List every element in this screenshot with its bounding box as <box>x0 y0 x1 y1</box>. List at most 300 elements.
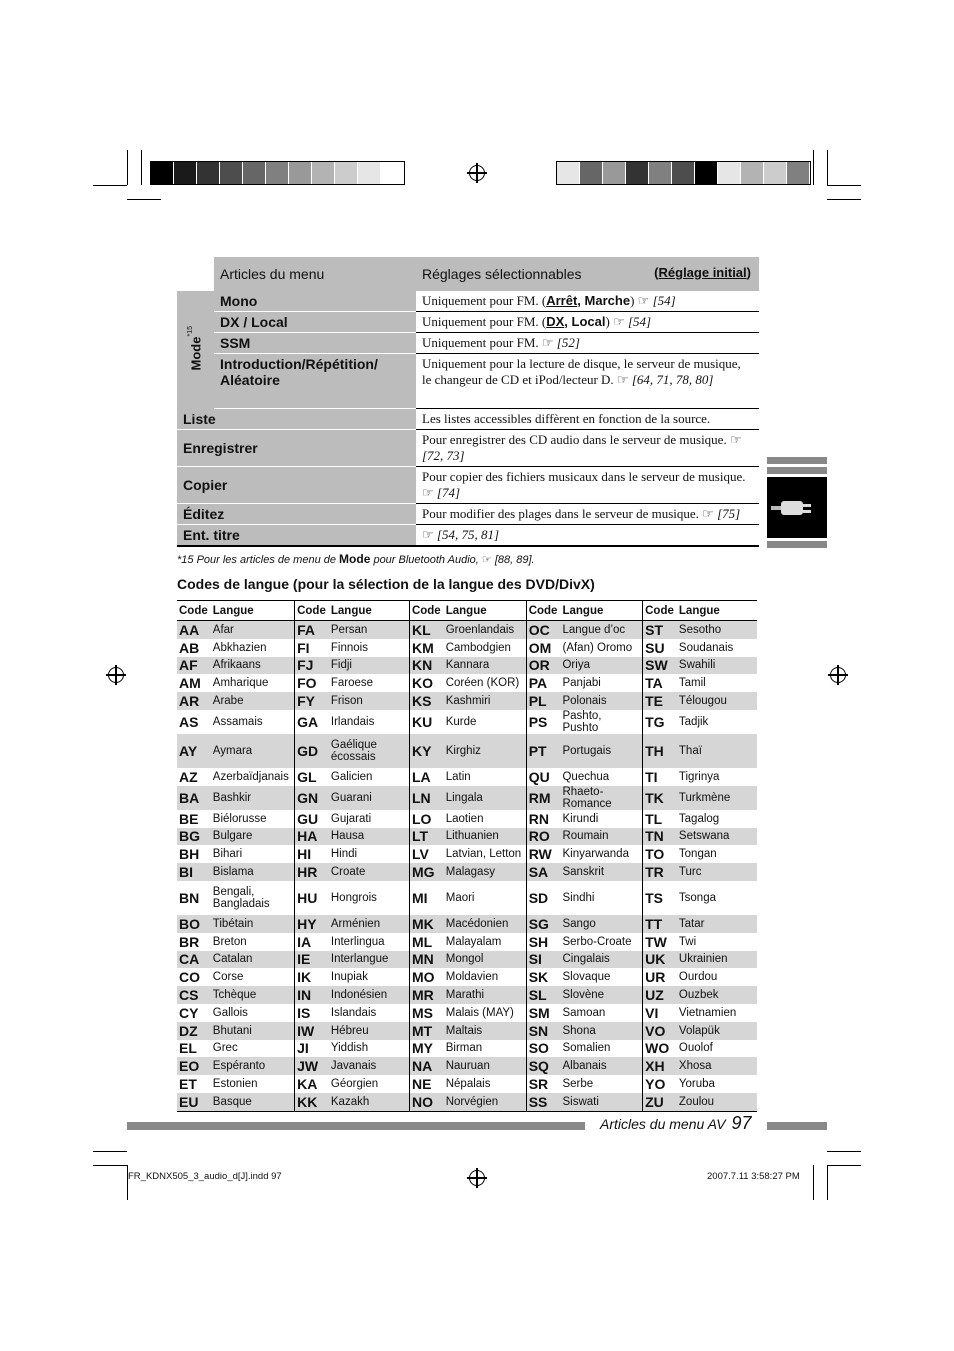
language-name: Kashmiri <box>444 692 526 710</box>
table-row <box>177 639 757 657</box>
language-name: Guarani <box>329 786 410 810</box>
language-code: AR <box>177 692 211 710</box>
language-code: KM <box>409 639 443 657</box>
language-code: UR <box>643 968 677 986</box>
language-name: Birman <box>444 1040 526 1058</box>
language-code: IK <box>295 968 329 986</box>
language-code: MS <box>409 1004 443 1022</box>
language-name: Sango <box>560 915 642 933</box>
language-name: Catalan <box>211 951 295 969</box>
col-lang: Langue <box>211 601 295 621</box>
language-name: Kirghiz <box>444 734 526 768</box>
mode-side-label: Mode$^{*15}$ <box>177 291 214 409</box>
language-name: Swahili <box>677 657 757 675</box>
language-name: Hébreu <box>329 1022 410 1040</box>
language-name: Bislama <box>211 863 295 881</box>
table-row <box>177 692 757 710</box>
language-code: DZ <box>177 1022 211 1040</box>
language-name: Ouolof <box>677 1040 757 1058</box>
crop-mark <box>127 199 161 200</box>
col-lang: Langue <box>560 601 642 621</box>
language-name: Géorgien <box>329 1075 410 1093</box>
language-code: BG <box>177 828 211 846</box>
language-code: KN <box>409 657 443 675</box>
language-code: VI <box>643 1004 677 1022</box>
language-code: RN <box>526 810 560 828</box>
language-code: YO <box>643 1075 677 1093</box>
language-code: PA <box>526 674 560 692</box>
language-code: NO <box>409 1093 443 1111</box>
language-name: Somalien <box>560 1040 642 1058</box>
language-code: HU <box>295 881 329 915</box>
language-name: Polonais <box>560 692 642 710</box>
language-name: Abkhazien <box>211 639 295 657</box>
language-code: PL <box>526 692 560 710</box>
plug-icon <box>767 477 827 538</box>
language-code: TH <box>643 734 677 768</box>
language-code: LV <box>409 845 443 863</box>
language-name: Shona <box>560 1022 642 1040</box>
language-name: Biélorusse <box>211 810 295 828</box>
language-code: HY <box>295 915 329 933</box>
menu-row-ent-titre: Ent. titre ☞ [54, 75, 81] <box>177 525 759 547</box>
language-name: Tamil <box>677 674 757 692</box>
menu-row-intro-repeat-random: Introduction/Répétition/ Aléatoire Uniquement pour la lecture de disque, le serveur de musique, le changeur de CD et iPod/lecteur D. ☞ [64, 71, 78, 80] <box>177 354 759 409</box>
language-code: AM <box>177 674 211 692</box>
language-code: SO <box>526 1040 560 1058</box>
language-name: Népalais <box>444 1075 526 1093</box>
language-name: Latvian, Letton <box>444 845 526 863</box>
language-code: EU <box>177 1093 211 1111</box>
language-name: Rhaeto-Romance <box>560 786 642 810</box>
language-name: Corse <box>211 968 295 986</box>
language-code: CS <box>177 986 211 1004</box>
language-name: Yiddish <box>329 1040 410 1058</box>
language-name: Gallois <box>211 1004 295 1022</box>
registration-mark <box>469 1170 485 1186</box>
language-code: MI <box>409 881 443 915</box>
language-code: BO <box>177 915 211 933</box>
language-code: IE <box>295 951 329 969</box>
language-name: Amharique <box>211 674 295 692</box>
header-reglages: Réglages sélectionnables (Réglage initial) <box>416 257 759 291</box>
table-row <box>177 674 757 692</box>
hand-icon: ☞ <box>702 506 714 521</box>
language-name: Serbo-Croate <box>560 933 642 951</box>
menu-row-ssm: SSM Uniquement pour FM. ☞ [52] <box>177 333 759 354</box>
language-name: (Afan) Oromo <box>560 639 642 657</box>
language-name: Persan <box>329 621 410 639</box>
language-code: SG <box>526 915 560 933</box>
language-table-header <box>177 601 757 621</box>
language-code: BH <box>177 845 211 863</box>
language-name: Arménien <box>329 915 410 933</box>
language-code: EO <box>177 1057 211 1075</box>
crop-mark <box>827 1151 861 1152</box>
language-code: PT <box>526 734 560 768</box>
menu-table-header <box>177 257 759 291</box>
crop-mark <box>93 1165 127 1166</box>
header-reglage-initial: (Réglage initial) <box>654 265 751 280</box>
table-row <box>177 657 757 675</box>
language-code: BE <box>177 810 211 828</box>
language-code: RW <box>526 845 560 863</box>
language-name: Kinyarwanda <box>560 845 642 863</box>
crop-mark <box>827 150 828 185</box>
table-row <box>177 1093 757 1111</box>
language-code: LO <box>409 810 443 828</box>
slug-date: 2007.7.11 3:58:27 PM <box>707 1171 800 1182</box>
col-lang: Langue <box>677 601 757 621</box>
language-name: Tagalog <box>677 810 757 828</box>
language-code: SR <box>526 1075 560 1093</box>
language-name: Roumain <box>560 828 642 846</box>
language-name: Hindi <box>329 845 410 863</box>
language-code: KU <box>409 710 443 734</box>
language-name: Serbe <box>560 1075 642 1093</box>
table-row <box>177 968 757 986</box>
language-code: XH <box>643 1057 677 1075</box>
language-code: KA <box>295 1075 329 1093</box>
language-name: Gujarati <box>329 810 410 828</box>
language-name: Gaélique écossais <box>329 734 410 768</box>
language-code: CY <box>177 1004 211 1022</box>
language-name: Slovène <box>560 986 642 1004</box>
language-codes-title: Codes de langue (pour la sélection de la langue des DVD/DivX) <box>177 576 595 592</box>
crop-mark <box>813 150 814 185</box>
language-name: Espéranto <box>211 1057 295 1075</box>
language-code: HI <box>295 845 329 863</box>
language-name: Thaï <box>677 734 757 768</box>
language-name: Assamais <box>211 710 295 734</box>
table-row <box>177 786 757 810</box>
language-name: Lingala <box>444 786 526 810</box>
registration-mark <box>469 165 485 181</box>
crop-mark <box>827 1165 828 1200</box>
crop-mark <box>127 150 128 185</box>
language-code: TO <box>643 845 677 863</box>
language-code: ST <box>643 621 677 639</box>
language-code: FY <box>295 692 329 710</box>
language-code: SL <box>526 986 560 1004</box>
language-name: Interlingua <box>329 933 410 951</box>
language-code: TI <box>643 768 677 786</box>
language-code: SS <box>526 1093 560 1111</box>
hand-icon: ☞ <box>422 527 434 542</box>
menu-row-mono: Mode$^{*15}$ Mono Uniquement pour FM. (Arrêt, Marche) ☞ [54] <box>177 291 759 312</box>
language-code: FJ <box>295 657 329 675</box>
language-name: Coréen (KOR) <box>444 674 526 692</box>
language-name: Marathi <box>444 986 526 1004</box>
language-name: Sanskrit <box>560 863 642 881</box>
language-code: KY <box>409 734 443 768</box>
crop-mark <box>827 185 861 186</box>
language-name: Cambodgien <box>444 639 526 657</box>
header-articles: Articles du menu <box>214 257 416 291</box>
language-name: Pashto, Pushto <box>560 710 642 734</box>
language-code: IN <box>295 986 329 1004</box>
menu-row-enregistrer: Enregistrer Pour enregistrer des CD audio dans le serveur de musique. ☞ [72, 73] <box>177 430 759 467</box>
language-name: Xhosa <box>677 1057 757 1075</box>
language-name: Afar <box>211 621 295 639</box>
language-code: HR <box>295 863 329 881</box>
table-row <box>177 1022 757 1040</box>
language-code: SA <box>526 863 560 881</box>
language-code: SI <box>526 951 560 969</box>
language-code: SH <box>526 933 560 951</box>
slug-file: FR_KDNX505_3_audio_d[J].indd 97 <box>128 1171 282 1182</box>
language-name: Quechua <box>560 768 642 786</box>
language-code: MR <box>409 986 443 1004</box>
language-code: LA <box>409 768 443 786</box>
language-name: Aymara <box>211 734 295 768</box>
col-code: Code <box>177 601 211 621</box>
table-row <box>177 933 757 951</box>
language-name: Tadjik <box>677 710 757 734</box>
language-code: AS <box>177 710 211 734</box>
language-name: Bhutani <box>211 1022 295 1040</box>
language-code: LT <box>409 828 443 846</box>
language-codes-table <box>177 600 757 1112</box>
language-name: Hausa <box>329 828 410 846</box>
language-code: MY <box>409 1040 443 1058</box>
language-name: Sindhi <box>560 881 642 915</box>
language-name: Groenlandais <box>444 621 526 639</box>
language-code: SU <box>643 639 677 657</box>
language-code: TG <box>643 710 677 734</box>
language-code: NE <box>409 1075 443 1093</box>
language-code: KO <box>409 674 443 692</box>
language-name: Indonésien <box>329 986 410 1004</box>
language-code: ML <box>409 933 443 951</box>
table-row <box>177 915 757 933</box>
menu-settings-table <box>177 257 759 547</box>
language-name: Ourdou <box>677 968 757 986</box>
language-name: Kazakh <box>329 1093 410 1111</box>
language-code: OM <box>526 639 560 657</box>
registration-mark <box>108 667 124 683</box>
language-name: Estonien <box>211 1075 295 1093</box>
language-name: Yoruba <box>677 1075 757 1093</box>
table-row <box>177 881 757 915</box>
language-code: RO <box>526 828 560 846</box>
language-name: Slovaque <box>560 968 642 986</box>
language-name: Nauruan <box>444 1057 526 1075</box>
table-row <box>177 1075 757 1093</box>
page-number: 97 <box>731 1113 752 1133</box>
col-code: Code <box>643 601 677 621</box>
language-name: Setswana <box>677 828 757 846</box>
language-code: CA <box>177 951 211 969</box>
language-name: Bashkir <box>211 786 295 810</box>
footnote: *15 Pour les articles de menu de Mode pour Bluetooth Audio, ☞ [88, 89]. <box>177 552 535 566</box>
language-name: Irlandais <box>329 710 410 734</box>
language-code: LN <box>409 786 443 810</box>
hand-icon: ☞ <box>422 485 434 500</box>
table-row <box>177 810 757 828</box>
language-name: Samoan <box>560 1004 642 1022</box>
language-name: Basque <box>211 1093 295 1111</box>
language-code: TT <box>643 915 677 933</box>
language-name: Vietnamien <box>677 1004 757 1022</box>
hand-icon: ☞ <box>616 372 629 387</box>
language-code: IW <box>295 1022 329 1040</box>
language-code: QU <box>526 768 560 786</box>
language-code: GA <box>295 710 329 734</box>
crop-mark <box>141 150 142 185</box>
col-lang: Langue <box>444 601 526 621</box>
language-name: Malais (MAY) <box>444 1004 526 1022</box>
language-code: WO <box>643 1040 677 1058</box>
table-row <box>177 1040 757 1058</box>
language-name: Grec <box>211 1040 295 1058</box>
language-name: Moldavien <box>444 968 526 986</box>
table-row <box>177 986 757 1004</box>
language-name: Fidji <box>329 657 410 675</box>
language-code: GL <box>295 768 329 786</box>
col-code: Code <box>295 601 329 621</box>
language-code: CO <box>177 968 211 986</box>
language-name: Kirundi <box>560 810 642 828</box>
language-name: Bulgare <box>211 828 295 846</box>
language-code: PS <box>526 710 560 734</box>
language-code: TA <box>643 674 677 692</box>
language-code: IA <box>295 933 329 951</box>
footer-bar-left <box>127 1122 585 1130</box>
language-name: Afrikaans <box>211 657 295 675</box>
hand-icon: ☞ <box>613 314 625 329</box>
crop-mark <box>93 185 127 186</box>
color-strip-left <box>150 161 405 185</box>
language-name: Cingalais <box>560 951 642 969</box>
language-name: Volapük <box>677 1022 757 1040</box>
language-code: UZ <box>643 986 677 1004</box>
language-name: Tigrinya <box>677 768 757 786</box>
language-name: Javanais <box>329 1057 410 1075</box>
language-name: Latin <box>444 768 526 786</box>
language-code: AB <box>177 639 211 657</box>
language-name: Kannara <box>444 657 526 675</box>
language-name: Mongol <box>444 951 526 969</box>
language-code: GN <box>295 786 329 810</box>
language-name: Siswati <box>560 1093 642 1111</box>
col-lang: Langue <box>329 601 410 621</box>
language-name: Télougou <box>677 692 757 710</box>
table-row <box>177 863 757 881</box>
side-tab-bar <box>767 541 827 548</box>
language-code: FO <box>295 674 329 692</box>
hand-icon: ☞ <box>637 293 650 308</box>
language-code: TN <box>643 828 677 846</box>
language-code: MK <box>409 915 443 933</box>
language-name: Arabe <box>211 692 295 710</box>
language-code: IS <box>295 1004 329 1022</box>
language-code: EL <box>177 1040 211 1058</box>
side-tab-bar <box>767 467 827 474</box>
language-code: ZU <box>643 1093 677 1111</box>
language-code: TW <box>643 933 677 951</box>
language-code: TL <box>643 810 677 828</box>
language-code: ET <box>177 1075 211 1093</box>
language-name: Sesotho <box>677 621 757 639</box>
language-code: OR <box>526 657 560 675</box>
language-code: SD <box>526 881 560 915</box>
language-code: MO <box>409 968 443 986</box>
language-name: Bengali, Bangladais <box>211 881 295 915</box>
language-code: JW <box>295 1057 329 1075</box>
language-code: SM <box>526 1004 560 1022</box>
language-code: BA <box>177 786 211 810</box>
language-name: Galicien <box>329 768 410 786</box>
hand-icon: ☞ <box>541 335 554 350</box>
language-name: Albanais <box>560 1057 642 1075</box>
language-name: Frison <box>329 692 410 710</box>
language-name: Tsonga <box>677 881 757 915</box>
language-code: RM <box>526 786 560 810</box>
language-code: MN <box>409 951 443 969</box>
table-row <box>177 768 757 786</box>
col-code: Code <box>526 601 560 621</box>
language-code: FI <box>295 639 329 657</box>
language-name: Maori <box>444 881 526 915</box>
table-row <box>177 734 757 768</box>
language-code: GD <box>295 734 329 768</box>
menu-row-copier: Copier Pour copier des fichiers musicaux dans le serveur de musique. ☞ [74] <box>177 467 759 504</box>
language-name: Panjabi <box>560 674 642 692</box>
col-code: Code <box>409 601 443 621</box>
language-name: Bihari <box>211 845 295 863</box>
language-code: BI <box>177 863 211 881</box>
table-row <box>177 621 757 639</box>
language-name: Norvégien <box>444 1093 526 1111</box>
language-code: KK <box>295 1093 329 1111</box>
language-code: SN <box>526 1022 560 1040</box>
language-code: BR <box>177 933 211 951</box>
menu-row-dx-local: DX / Local Uniquement pour FM. (DX, Local) ☞ [54] <box>177 312 759 333</box>
language-name: Soudanais <box>677 639 757 657</box>
language-name: Turkmène <box>677 786 757 810</box>
language-code: BN <box>177 881 211 915</box>
footer-section: Articles du menu AV 97 <box>600 1113 752 1133</box>
language-name: Laotien <box>444 810 526 828</box>
language-code: FA <box>295 621 329 639</box>
language-code: TR <box>643 863 677 881</box>
language-name: Lithuanien <box>444 828 526 846</box>
language-code: TK <box>643 786 677 810</box>
language-code: KL <box>409 621 443 639</box>
language-code: HA <box>295 828 329 846</box>
language-name: Malagasy <box>444 863 526 881</box>
language-name: Langue d’oc <box>560 621 642 639</box>
table-row <box>177 1057 757 1075</box>
side-tab-plug <box>767 477 827 538</box>
table-row <box>177 828 757 846</box>
language-name: Portugais <box>560 734 642 768</box>
language-name: Hongrois <box>329 881 410 915</box>
language-code: AA <box>177 621 211 639</box>
language-code: MT <box>409 1022 443 1040</box>
language-name: Ukrainien <box>677 951 757 969</box>
language-code: NA <box>409 1057 443 1075</box>
registration-mark <box>830 667 846 683</box>
menu-row-editez: Éditez Pour modifier des plages dans le serveur de musique. ☞ [75] <box>177 504 759 525</box>
language-name: Islandais <box>329 1004 410 1022</box>
language-name: Maltais <box>444 1022 526 1040</box>
language-name: Tongan <box>677 845 757 863</box>
table-row <box>177 710 757 734</box>
language-name: Faroese <box>329 674 410 692</box>
language-name: Tchèque <box>211 986 295 1004</box>
